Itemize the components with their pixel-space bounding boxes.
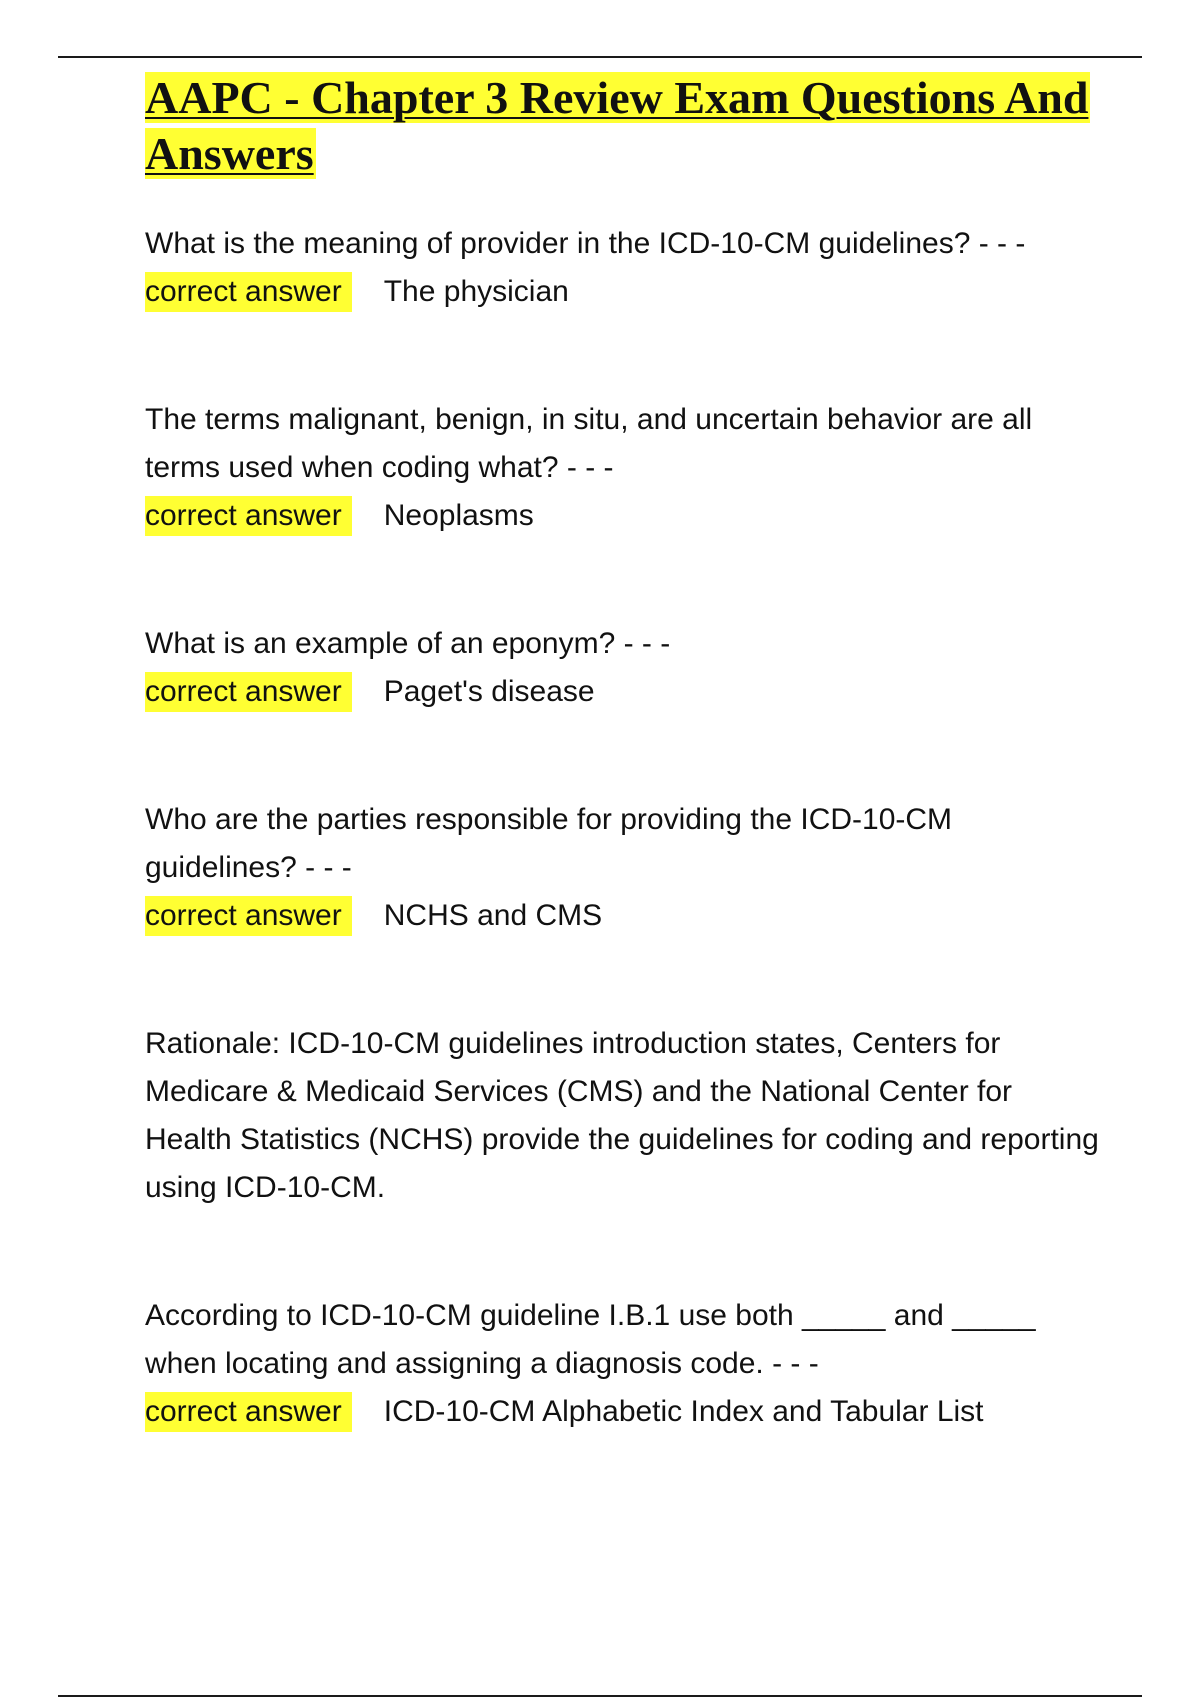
answer-line [145, 1388, 1105, 1436]
answer-label: correct answer [145, 1392, 352, 1432]
question-text: The terms malignant, benign, in situ, and uncertain behavior are all terms used when coding what? - - - [145, 403, 1033, 484]
answer-label: correct answer [145, 672, 352, 712]
bottom-rule [58, 1695, 1142, 1697]
answer-text: Neoplasms [383, 499, 534, 532]
question-text: Who are the parties responsible for providing the ICD-10-CM guidelines? - - - [145, 803, 953, 884]
answer-label: correct answer [145, 496, 352, 536]
qa-item-4 [145, 796, 1105, 940]
qa-item-5 [145, 1292, 1105, 1436]
answer-text: The physician [383, 275, 569, 308]
answer-text: ICD-10-CM Alphabetic Index and Tabular List [383, 1395, 984, 1428]
answer-line [145, 668, 1105, 716]
document-page [145, 70, 1105, 1436]
answer-text: NCHS and CMS [383, 899, 603, 932]
answer-line [145, 892, 1105, 940]
question-text: What is the meaning of provider in the ICD-10-CM guidelines? - - - [145, 227, 1026, 260]
rationale-paragraph: Rationale: ICD-10-CM guidelines introduction states, Centers for Medicare & Medicaid Services (CMS) and the National Center for Health Statistics (NCHS) provide the guidelines for coding and reporting using ICD-10-CM. [145, 1027, 1099, 1204]
top-rule [58, 56, 1142, 58]
question-text: What is an example of an eponym? - - - [145, 627, 671, 660]
title-text: AAPC - Chapter 3 Review Exam Questions And Answers [145, 72, 1089, 179]
answer-line [145, 492, 1105, 540]
qa-item-3 [145, 620, 1105, 716]
answer-label: correct answer [145, 896, 352, 936]
answer-text: Paget's disease [383, 675, 595, 708]
answer-line [145, 268, 1105, 316]
answer-label: correct answer [145, 272, 352, 312]
page-title [145, 70, 1105, 182]
question-text: According to ICD-10-CM guideline I.B.1 use both _____ and _____ when locating and assigning a diagnosis code. - - - [145, 1299, 1036, 1380]
qa-item-1 [145, 220, 1105, 316]
qa-item-2 [145, 396, 1105, 540]
